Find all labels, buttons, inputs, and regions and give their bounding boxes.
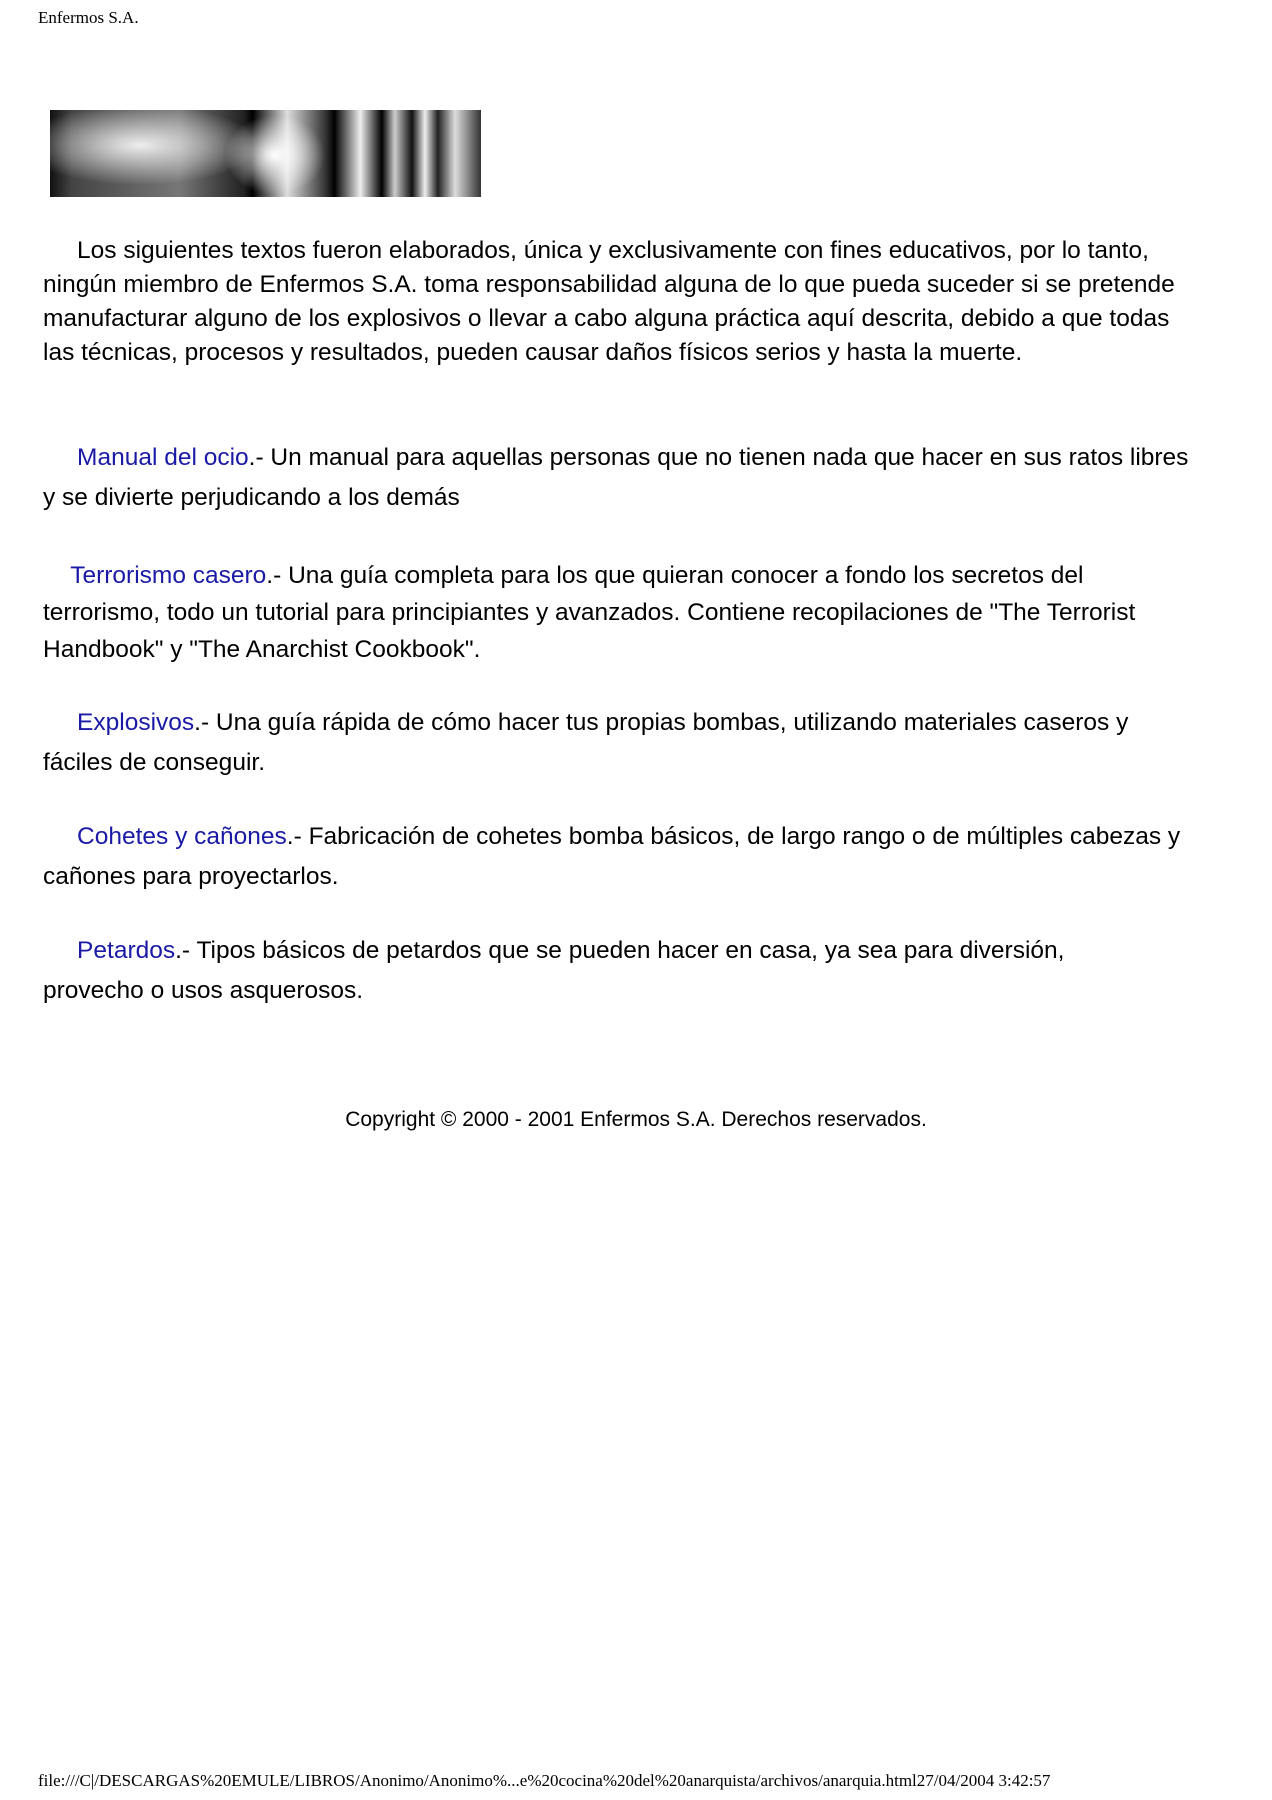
- intro-text: Los siguientes textos fueron elaborados, única y exclusivamente con fines educativos, por lo tanto, ningún miembro de Enfermos S.A. toma responsabilidad alguna de lo que pueda suceder si se pretende manufacturar alguno de los explosivos o llevar a cabo alguna práctica aquí descrita, debido a que todas las técnicas, procesos y resultados, pueden causar daños físicos serios y hasta la muerte.: [43, 237, 1175, 366]
- link-cohetes-y-canones[interactable]: Cohetes y cañones: [77, 823, 287, 850]
- page-header-title: Enfermos S.A.: [38, 8, 139, 27]
- link-petardos[interactable]: Petardos: [77, 937, 176, 964]
- anarquia-logo-banner: [50, 110, 481, 197]
- link-explosivos[interactable]: Explosivos: [77, 709, 195, 736]
- print-footer-url: file:///C|/DESCARGAS%20EMULE/LIBROS/Anonimo/Anonimo%...e%20cocina%20del%20anarquista/archivos/anarquia.html27/04/2004 3:42:57: [38, 1771, 1051, 1790]
- list-item: [43, 703, 1203, 783]
- intro-paragraph: [43, 234, 1203, 370]
- list-item: [43, 557, 1203, 668]
- list-item: [43, 438, 1203, 518]
- list-item: [43, 817, 1203, 897]
- item-description: .- Un manual para aquellas personas que no tienen nada que hacer en sus ratos libres y se divierte perjudicando a los demás: [43, 444, 1189, 511]
- link-manual-del-ocio[interactable]: Manual del ocio: [77, 444, 249, 471]
- link-terrorismo-casero[interactable]: Terrorismo casero: [70, 562, 267, 589]
- item-description: .- Tipos básicos de petardos que se pueden hacer en casa, ya sea para diversión, provecho o usos asquerosos.: [43, 937, 1065, 1004]
- item-description: .- Una guía completa para los que quieran conocer a fondo los secretos del terrorismo, todo un tutorial para principiantes y avanzados. Contiene recopilaciones de "The Terrorist Handbook" y "The Anarchist Cookbook".: [43, 562, 1136, 663]
- item-description: .- Una guía rápida de cómo hacer tus propias bombas, utilizando materiales caseros y fáciles de conseguir.: [43, 709, 1129, 776]
- list-item: [43, 931, 1103, 1011]
- item-description: .- Fabricación de cohetes bomba básicos, de largo rango o de múltiples cabezas y cañones para proyectarlos.: [43, 823, 1181, 890]
- copyright-notice: Copyright © 2000 - 2001 Enfermos S.A. Derechos reservados.: [345, 1108, 927, 1131]
